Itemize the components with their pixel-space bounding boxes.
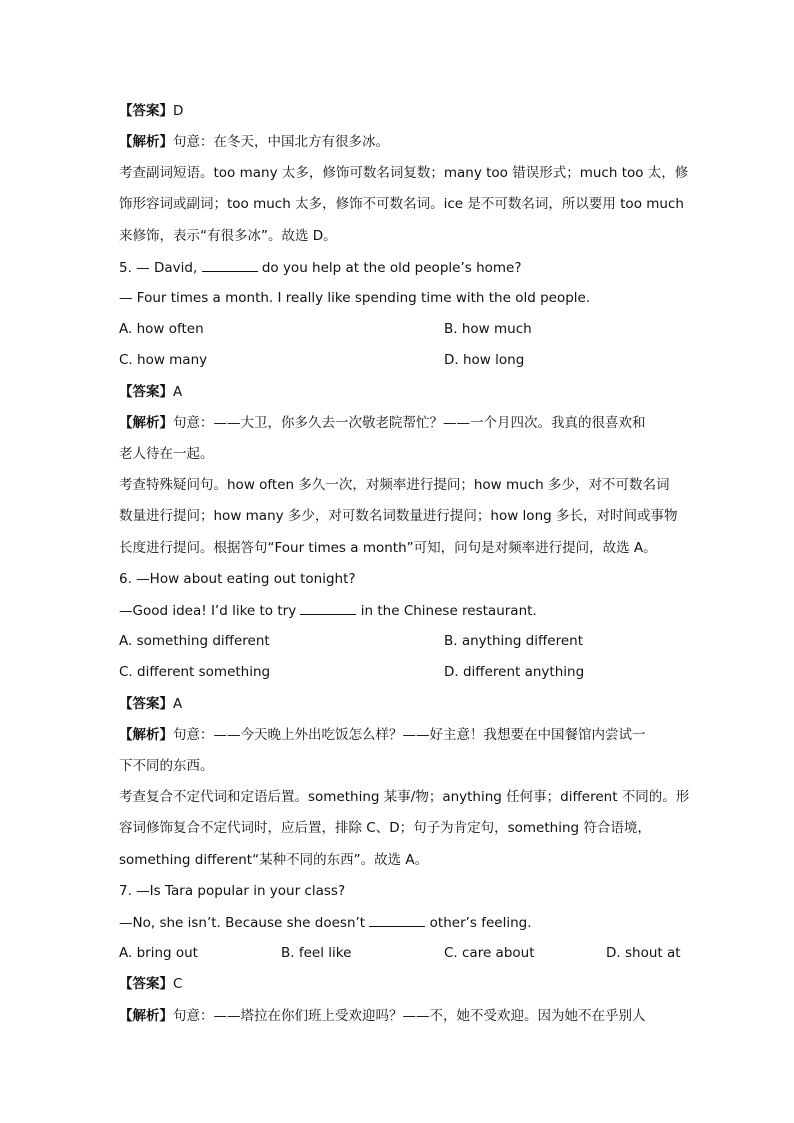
answer-blank: [300, 600, 356, 615]
question-5-reply: — Four times a month. I really like spending time with the old people.: [119, 290, 591, 306]
answer-blank: [202, 257, 258, 272]
option-c: C. different something: [119, 664, 271, 680]
option-b: B. anything different: [444, 633, 584, 649]
analysis-text: 容词修饰复合不定代词时，应后置，排除 C、D；句子为肯定句，something 符合语境，: [119, 820, 651, 836]
option-a: A. how often: [119, 321, 204, 337]
question-7-reply: —No, she isn’t. Because she doesn’t other’s feeling.: [119, 912, 679, 933]
analysis-text: 考查副词短语。too many 太多，修饰可数名词复数；many too 错误形式；much too 太，修: [119, 165, 689, 181]
option-d: D. shout at: [606, 945, 681, 961]
option-a: A. bring out: [119, 945, 198, 961]
option-a: A. something different: [119, 633, 270, 649]
analysis-line: 【解析】句意：在冬天，中国北方有很多冰。: [119, 134, 389, 150]
analysis-text: 考查特殊疑问句。how often 多久一次，对频率进行提问；how much 多少，对不可数名词: [119, 477, 670, 493]
analysis-text: 饰形容词或副词；too much 太多，修饰不可数名词。ice 是不可数名词，所以要用 too much: [119, 196, 684, 212]
question-6-stem: 6. —How about eating out tonight?: [119, 571, 356, 587]
option-b: B. how much: [444, 321, 532, 337]
analysis-line: 【解析】句意：——今天晚上外出吃饭怎么样？——好主意！我想要在中国餐馆内尝试一: [119, 727, 646, 743]
option-d: D. different anything: [444, 664, 585, 680]
analysis-text: something different“某种不同的东西”。故选 A。: [119, 852, 429, 868]
analysis-text: 来修饰，表示“有很多冰”。故选 D。: [119, 228, 337, 244]
analysis-text: 长度进行提问。根据答句“Four times a month”可知，问句是对频率进行提问，故选 A。: [119, 540, 657, 556]
option-c: C. how many: [119, 352, 208, 368]
answer-line: 【答案】D: [119, 103, 184, 119]
question-7-stem: 7. —Is Tara popular in your class?: [119, 883, 346, 899]
option-b: B. feel like: [281, 945, 352, 961]
analysis-line: 【解析】句意：——大卫，你多久去一次敬老院帮忙？——一个月四次。我真的很喜欢和: [119, 415, 646, 431]
question-6-reply: —Good idea! I’d like to try in the Chinese restaurant.: [119, 600, 679, 621]
answer-line: 【答案】A: [119, 696, 183, 712]
option-c: C. care about: [444, 945, 535, 961]
analysis-text: 老人待在一起。: [119, 446, 214, 462]
answer-line: 【答案】A: [119, 384, 183, 400]
answer-blank: [369, 912, 425, 927]
analysis-text: 下不同的东西。: [119, 758, 214, 774]
option-d: D. how long: [444, 352, 525, 368]
question-5-stem: 5. — David, do you help at the old people’s home?: [119, 257, 679, 278]
analysis-text: 数量进行提问；how many 多少，对可数名词数量进行提问；how long 多长，对时间或事物: [119, 508, 678, 524]
answer-line: 【答案】C: [119, 976, 183, 992]
analysis-line: 【解析】句意：——塔拉在你们班上受欢迎吗？——不，她不受欢迎。因为她不在乎别人: [119, 1008, 646, 1024]
analysis-text: 考查复合不定代词和定语后置。something 某事/物；anything 任何事；different 不同的。形: [119, 789, 690, 805]
